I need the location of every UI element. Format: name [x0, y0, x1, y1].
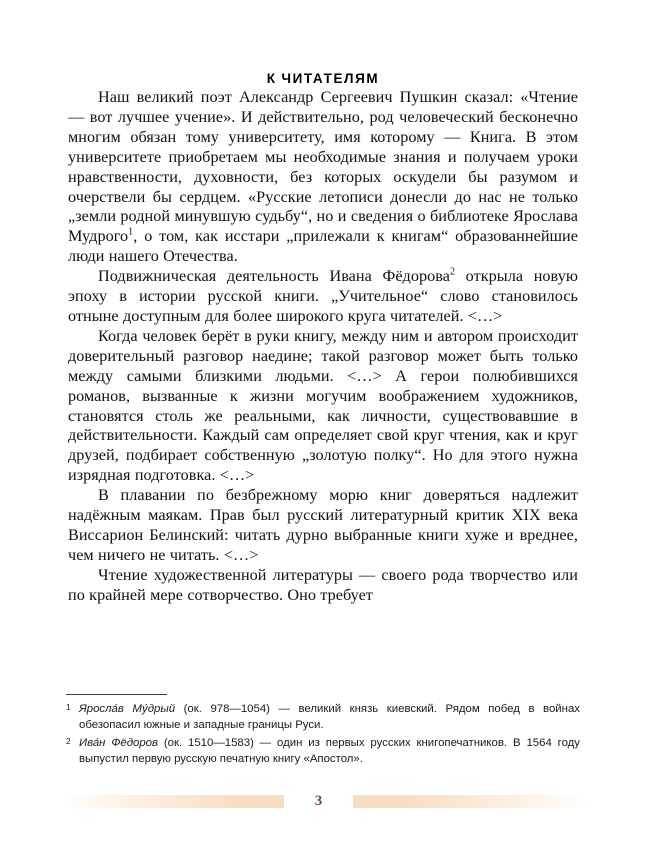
- footnote-1: [66, 701, 580, 734]
- paragraph-2: [68, 267, 578, 327]
- footnote-1-name: Яросла́в Му́дрый: [79, 703, 176, 715]
- page-title-rest: ЧИТАТЕЛЯМ: [281, 71, 380, 87]
- page-footer: [0, 793, 650, 815]
- footnote-separator-rule: [66, 694, 167, 695]
- footnote-ref-2[interactable]: 2: [449, 266, 456, 278]
- body-text-column: [68, 88, 578, 606]
- page-title-lead: К: [266, 71, 277, 87]
- paragraph-1-text: Наш великий поэт Александр Сергеевич Пушкин сказал: «Чтение — вот лучшее учение». И действительно, род человеческий бесконечно многим обязан тому университету, имя которому — Книга. В этом университете приобретаем мы необходимые знания и получаем уроки нравственности, духовности, без которых оскудели бы разумом и очерствели бы сердцем. «Русские летописи донесли до нас не только „земли родной минувшую судьбу“, но и сведения о библиотеке Ярослава Мудрого: [68, 88, 578, 246]
- footnote-1-marker: 1: [66, 702, 71, 712]
- footnote-2-text: (ок. 1510—1583) — один из первых русских книгопечатников. В 1564 году выпустил первую русскую печатную книгу «Апостол».: [79, 736, 580, 766]
- footnote-2-marker: 2: [66, 735, 71, 746]
- paragraph-2-text-tail: открыла новую эпоху в истории русской книги. „Учительное“ слово становилось отныне доступным для более широкого круга читателей. <…>: [68, 267, 578, 325]
- paragraph-1-text-tail: , о том, как исстари „прилежали к книгам“ образованнейшие люди нашего Отечества.: [68, 227, 578, 266]
- page-number: 3: [314, 793, 323, 809]
- paragraph-1: [68, 88, 578, 267]
- footnote-1-text: (ок. 978—1054) — великий князь киевский. Рядом побед в войнах обезопасил южные и западные границы Руси.: [79, 703, 580, 732]
- paragraph-4: В плавании по безбрежному морю книг доверяться надлежит надёжным маякам. Прав был русский литературный критик XIX века Виссарион Белинский: читать дурно выбранные книги хуже и вреднее, чем ничего не читать. <…>: [68, 486, 578, 564]
- paragraph-3: Когда человек берёт в руки книгу, между ним и автором происходит доверительный разговор наедине; такой разговор может быть только между самыми близкими людьми. <…> А герои полюбившихся романов, вызванные к жизни могучим воображением художников, становятся столь же реальными, как личности, существовавшие в действительности. Каждый сам определяет свой круг чтения, как и круг друзей, подбирает собственную „золотую полку“. Но для этого нужна изрядная подготовка. <…>: [68, 326, 578, 485]
- paragraph-5: Чтение художественной литературы — своего рода творчество или по крайней мере сотворчество. Оно требует: [68, 565, 578, 604]
- footnote-2-name: Ива́н Фёдоров: [79, 736, 158, 749]
- footnote-ref-1[interactable]: 1: [128, 226, 134, 238]
- paragraph-2-text: Подвижническая деятельность Ивана Фёдорова: [98, 267, 450, 286]
- footer-ornament-left: [62, 795, 284, 808]
- footnotes-section: [66, 694, 580, 769]
- footer-ornament-right: [353, 795, 588, 808]
- footnote-2: [66, 735, 580, 768]
- page-title: [68, 71, 578, 86]
